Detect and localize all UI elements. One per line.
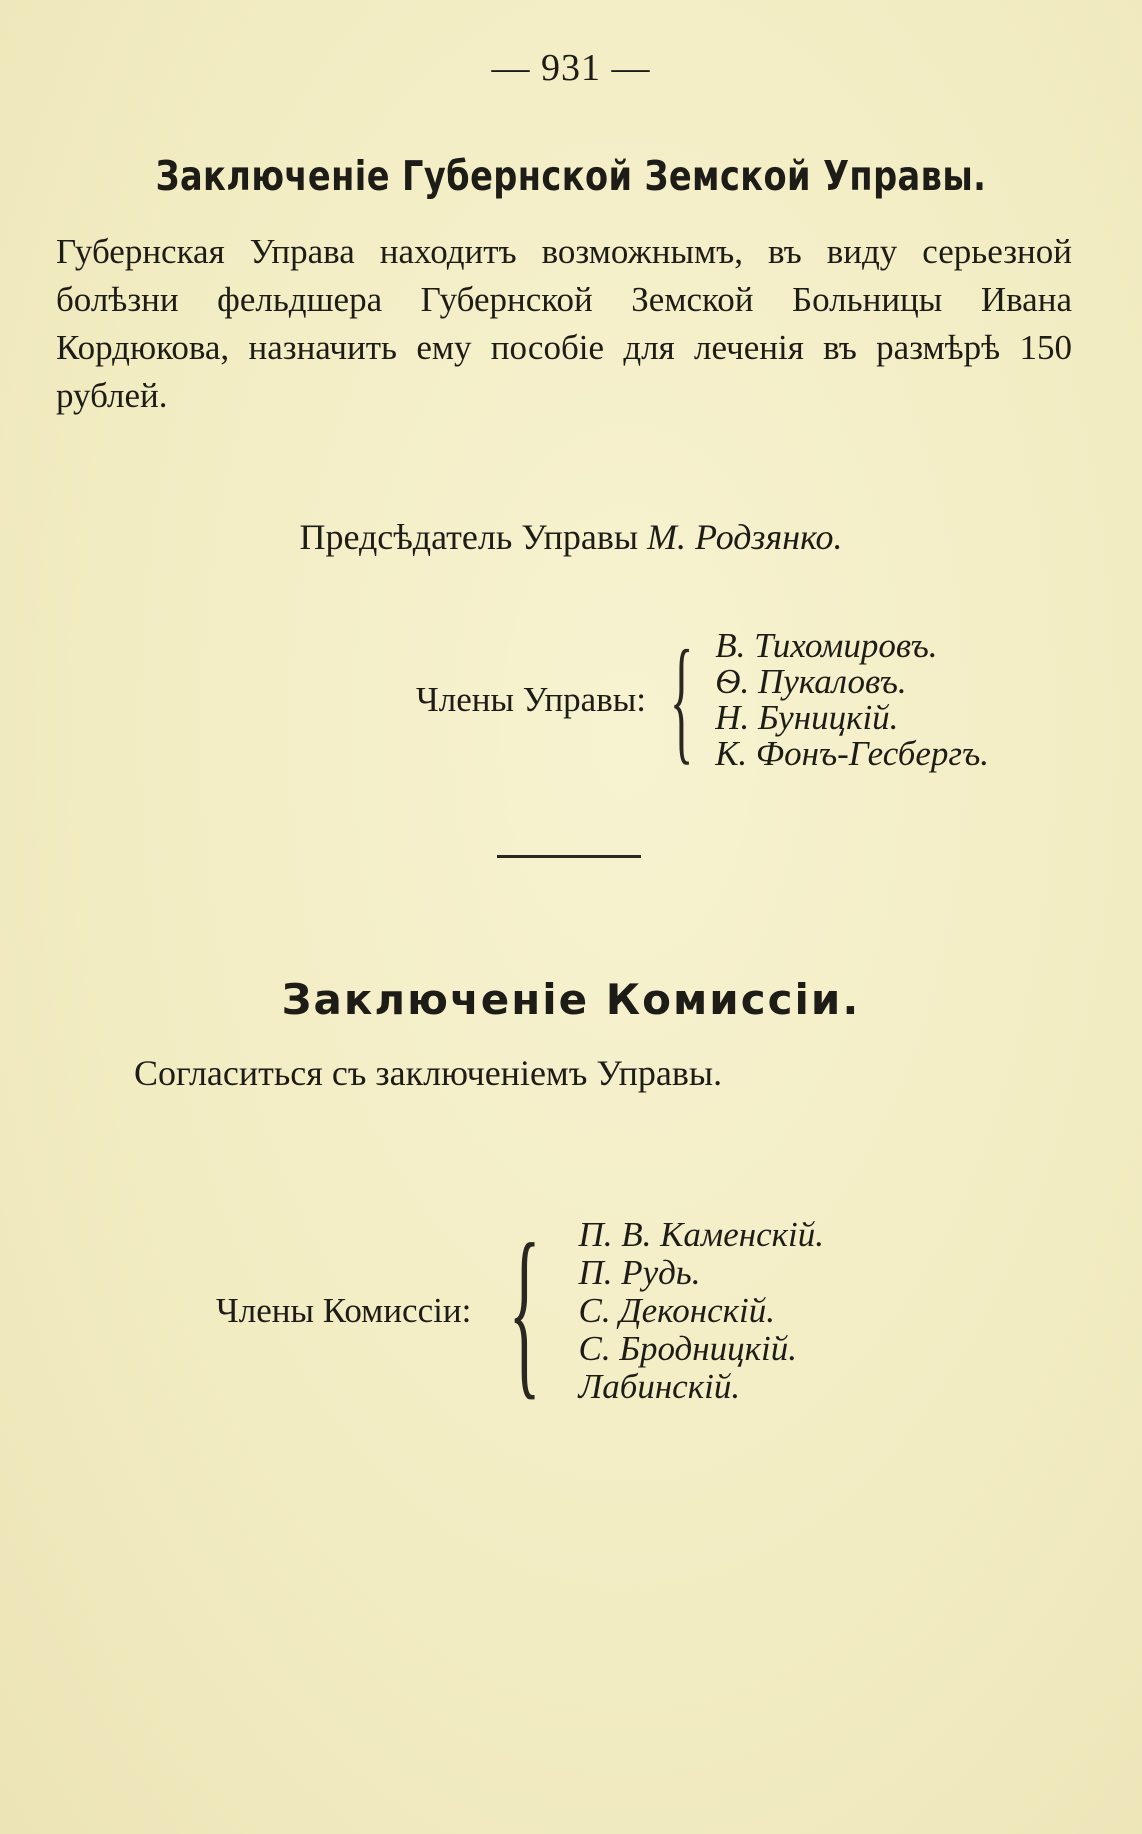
brace-icon: { xyxy=(669,622,694,777)
section-divider xyxy=(497,855,641,858)
member-name: В. Тихомировъ. xyxy=(715,626,938,665)
members-uprava-label: Члены Управы: xyxy=(416,680,646,719)
member-name: Н. Буницкiй. xyxy=(715,698,899,737)
member-name: Ѳ. Пукаловъ. xyxy=(715,662,907,701)
heading-komissia: Заключенiе Комиссiи. xyxy=(281,975,861,1024)
heading-uprava: Заключенiе Губернской Земской Управы. xyxy=(155,152,987,200)
members-komissia xyxy=(216,1206,825,1416)
chairman-signature: М. Родзянко. xyxy=(647,517,843,557)
brace-icon: { xyxy=(508,1206,541,1416)
member-name: С. Бродницкiй. xyxy=(578,1329,797,1368)
uprava-paragraph: Губернская Управа находитъ возможнымъ, въ виду серьезной болѣзни фельдшера Губернской Земской Больницы Ивана Кордюкова, назначить ему пособiе для леченiя въ размѣрѣ 150 рублей. xyxy=(56,232,1072,415)
member-name: П. Рудь. xyxy=(578,1253,701,1292)
member-name: С. Деконскiй. xyxy=(578,1291,775,1330)
members-komissia-list xyxy=(579,1216,825,1406)
komissia-conclusion: Согласиться съ заключенiемъ Управы. xyxy=(134,1053,723,1093)
member-name: П. В. Каменскiй. xyxy=(578,1215,825,1254)
page-number: — 931 — xyxy=(491,47,651,89)
members-uprava-list xyxy=(715,628,989,772)
members-uprava xyxy=(416,622,989,777)
chairman-label: Предсѣдатель Управы xyxy=(299,517,639,557)
chairman-line xyxy=(0,516,1142,558)
member-name: К. Фонъ-Гесбергъ. xyxy=(715,734,989,773)
members-komissia-label: Члены Комиссiи: xyxy=(216,1291,472,1330)
member-name: Лабинскiй. xyxy=(578,1367,741,1406)
